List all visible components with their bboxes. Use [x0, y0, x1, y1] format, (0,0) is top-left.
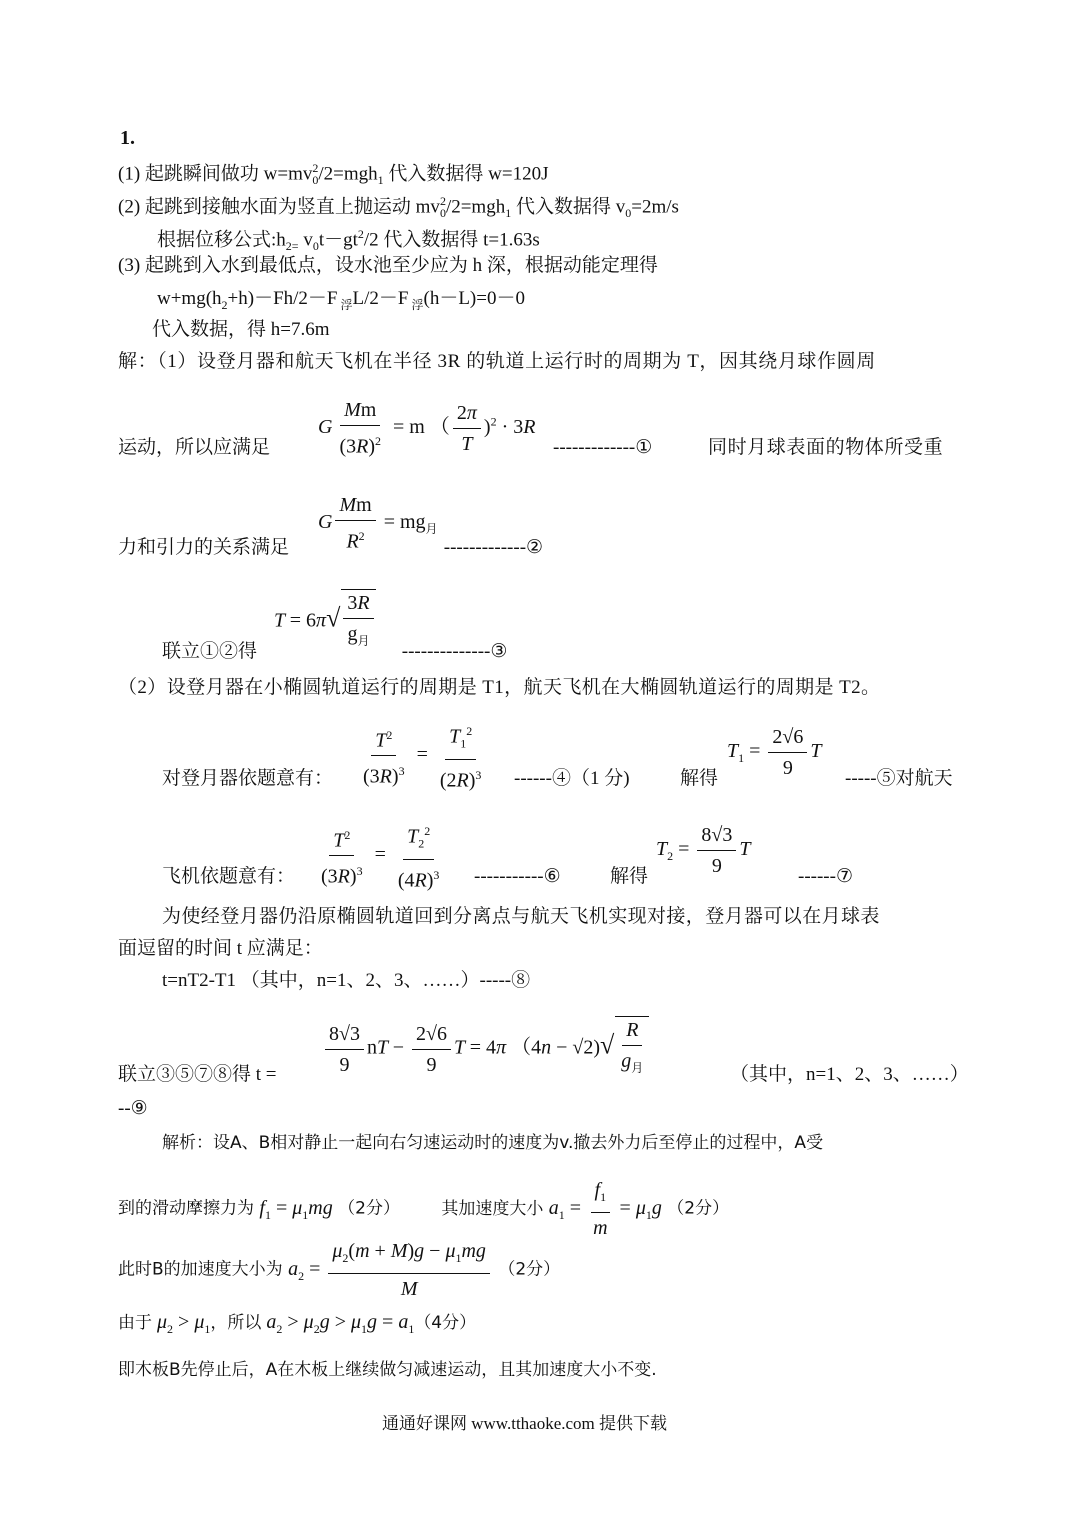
p1-line-1: (1) 起跳瞬间做功 $w=mv_0^2/2=mgh_1$ 代入数据得 w=120J [118, 161, 549, 188]
formula-t: $\frac{8√3}{9}$ nT − $\frac{2√6}{9}$ T = 4π （4n − √2)√ $\frac{R}{g_月}$ [322, 1016, 649, 1081]
formula-a-compare: $a_2 > \mu_2g > \mu_1g = a_1$ [261, 1311, 415, 1336]
p2-line-9: 面逗留的时间 t 应满足： [118, 938, 323, 959]
p2-line-11: 联立③⑤⑦⑧得 t = （其中，n=1、2、3、……） [118, 1064, 969, 1085]
formula-a1: $a_1$ = $\frac{f_1}{m}$ = $\mu_1g$ [548, 1179, 662, 1239]
p2-line-5: （2）设登月器在小椭圆轨道运行的周期是 T1，航天飞机在大椭圆轨道运行的周期是 T2。 [118, 677, 881, 698]
formula-f1: $f_1 = \mu_1mg$ [259, 1196, 333, 1222]
formula-a2: $a_2$ = $\frac{\mu_2(m + M)g - \mu_1mg}{M}$ [288, 1258, 493, 1280]
p2-line-4: 联立①②得 --------------③ [162, 641, 508, 662]
p3-line-5: 即木板B先停止后，A在木板上继续做匀减速运动，且其加速度大小不变. [118, 1360, 657, 1380]
p1-line-5: $w+mg(h_2+h)-Fh/2-F$ $_浮$L/2－F $_浮$(h－L)=0－0 [157, 288, 525, 312]
p2-line-6: 对登月器依题意有： ------④（1 分) 解得 -----⑤对航天 [162, 768, 953, 789]
p2-line-8: 为使经登月器仍沿原椭圆轨道回到分离点与航天飞机实现对接，登月器可以在月球表 [162, 906, 880, 927]
p3-line-4: 由于 $\mu_2 > \mu_1$，所以 $a_2 > \mu_2g > \mu_1g = a_1(4$分） [118, 1311, 477, 1336]
p2-line-3: 力和引力的关系满足 -------------② [118, 537, 544, 558]
p3-line-1: 解析：设A、B相对静止一起向右匀速运动时的速度为v.撤去外力后至停止的过程中，A受 [162, 1133, 824, 1153]
formula-kepler-lander: $\frac{T^2}{(3R)^3}$ = $\frac{T_1^2}{(2R)^3}$ [356, 718, 488, 793]
formula-T1: $T_1$ = $\frac{2√6}{9}$ T [727, 726, 822, 779]
formula-kepler-shuttle: $\frac{T^2}{(3R)^3}$ = $\frac{T_2^2}{(4R)^3}$ [314, 818, 446, 893]
p3-line-3: 此时B的加速度大小为 $a_2$ = $\frac{\mu_2(m + M)g - \mu_1mg}{M}$ （2分） [118, 1240, 561, 1300]
formula-mu-compare: $\mu_2 > \mu_1$ [152, 1311, 211, 1336]
p1-line-2: (2) 起跳到接触水面为竖直上抛运动 $mv_0^2/2=mgh_1$ 代入数据得 $v_0=2m/s$ [118, 194, 679, 221]
formula-gravity-orbit: G $\frac{Mm}{(3R)^2}$ = m （ $\frac{2\pi}{T}$ )$^2$ · 3R [318, 399, 536, 458]
p2-line-7: 飞机依题意有： -----------⑥ 解得 ------⑦ [162, 866, 853, 887]
formula-period-T: T = 6π√ $\frac{3R}{g_月}$ [274, 589, 376, 654]
p1-line-4: (3) 起跳到入水到最低点，设水池至少应为 h 深，根据动能定理得 [118, 255, 658, 276]
p2-line-12: --⑨ [118, 1098, 148, 1119]
p3-line-2: 到的滑动摩擦力为 $f_1 = \mu_1mg$ （2分） 其加速度大小 $a_1$ = $\frac{f_1}{m}$ = $\mu_1g$ （2分） [118, 1179, 730, 1239]
p1-line-3: 根据位移公式$:h_{2=}$ $v_0t-gt^2/2$ 代入数据得 t=1.63s [157, 227, 540, 254]
p2-line-10: t=nT2-T1 （其中，n=1、2、3、……）-----⑧ [162, 970, 531, 991]
p2-line-2: 运动，所以应满足 -------------① 同时月球表面的物体所受重 [118, 437, 944, 458]
p1-line-6: 代入数据，得 h=7.6m [152, 319, 330, 340]
heading: 1. [120, 127, 135, 149]
formula-T2: $T_2$ = $\frac{8√3}{9}$ T [656, 824, 751, 877]
formula-surface-gravity: G $\frac{Mm}{R^2}$ = $mg_月$ [318, 494, 438, 553]
page-footer: 通通好课网 www.tthaoke.com 提供下载 [382, 1414, 668, 1433]
p2-line-1: 解：（1）设登月器和航天飞机在半径 3R 的轨道上运行时的周期为 T，因其绕月球作圆周 [118, 351, 876, 372]
